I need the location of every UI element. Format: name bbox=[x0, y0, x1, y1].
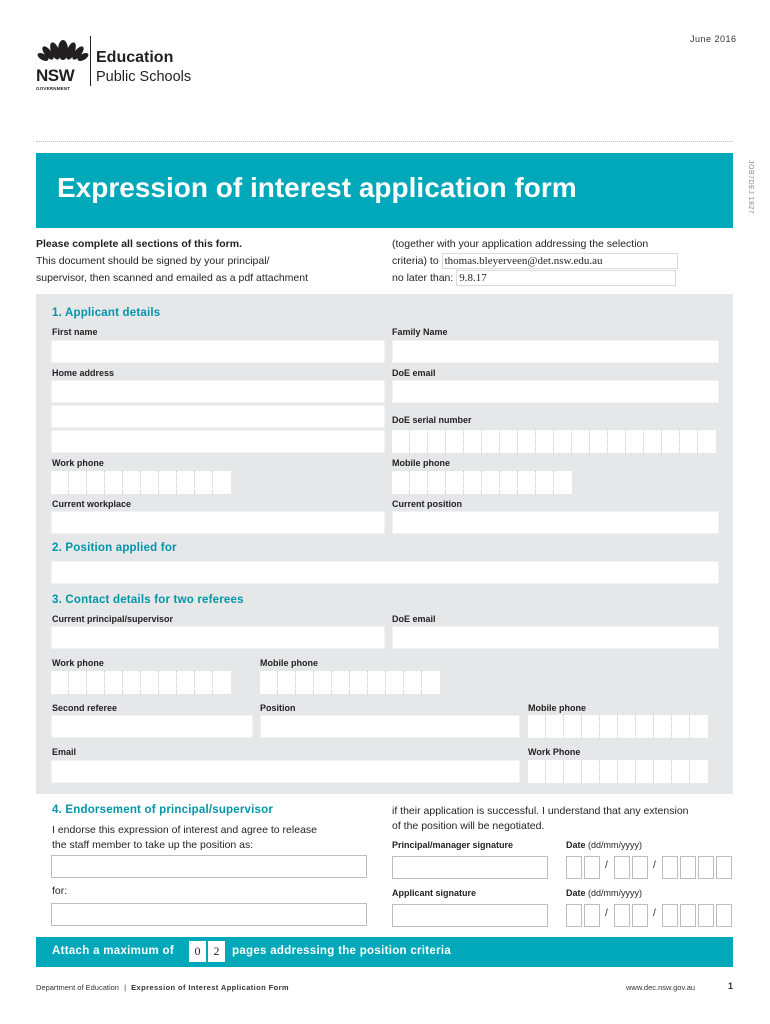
home-address-input-3[interactable] bbox=[51, 430, 385, 453]
doe-serial-input[interactable] bbox=[392, 430, 716, 453]
endorsement-right-text bbox=[392, 804, 689, 834]
applicant-date-d2[interactable] bbox=[584, 904, 600, 927]
section-4-title: 4. Endorsement of principal/supervisor bbox=[52, 804, 274, 816]
intro-right-line-2: criteria) to bbox=[392, 255, 439, 267]
referee-mobile-phone2-input[interactable] bbox=[528, 715, 708, 738]
home-address-input-2[interactable] bbox=[51, 405, 385, 428]
document-date: June 2016 bbox=[690, 34, 737, 44]
logo-divider bbox=[90, 36, 91, 86]
referee-work-phone-input[interactable] bbox=[51, 671, 231, 694]
endorsement-right-line-2: of the position will be negotiated. bbox=[392, 820, 545, 832]
date-slash: / bbox=[653, 908, 656, 919]
logo-education-text: Education bbox=[96, 49, 174, 66]
applicant-date-y2[interactable] bbox=[680, 904, 696, 927]
doe-email-input[interactable] bbox=[392, 380, 719, 403]
for-label: for: bbox=[52, 885, 68, 897]
footer-sep: | bbox=[124, 983, 127, 992]
header-divider bbox=[36, 141, 732, 142]
logo-nsw-text: NSW bbox=[36, 66, 75, 85]
principal-date-y4[interactable] bbox=[716, 856, 732, 879]
home-address-label: Home address bbox=[52, 368, 115, 378]
referee-work-phone2-input[interactable] bbox=[528, 760, 708, 783]
applicant-date-y1[interactable] bbox=[662, 904, 678, 927]
pages-digit-1[interactable]: 0 bbox=[189, 941, 206, 962]
principal-label: Current principal/supervisor bbox=[52, 614, 174, 624]
referee-email-label: Email bbox=[52, 747, 77, 757]
principal-date-y3[interactable] bbox=[698, 856, 714, 879]
intro-bold: Please complete all sections of this form. bbox=[36, 238, 242, 250]
endorsement-text bbox=[52, 823, 317, 853]
release-position-input[interactable] bbox=[51, 855, 367, 878]
date-label-text: Date bbox=[566, 840, 586, 850]
principal-date-m2[interactable] bbox=[632, 856, 648, 879]
second-referee-label: Second referee bbox=[52, 703, 118, 713]
date-label-text-2: Date bbox=[566, 888, 586, 898]
page-number: 1 bbox=[728, 981, 734, 991]
referee-mobile-phone2-label: Mobile phone bbox=[528, 703, 586, 713]
logo-public-schools-text: Public Schools bbox=[96, 69, 192, 85]
intro-right-line-1: (together with your application addressing the selection bbox=[392, 238, 649, 250]
section-1-title: 1. Applicant details bbox=[52, 307, 161, 319]
current-workplace-input[interactable] bbox=[51, 511, 385, 534]
principal-date-d2[interactable] bbox=[584, 856, 600, 879]
applicant-date-y4[interactable] bbox=[716, 904, 732, 927]
applicant-date-label bbox=[566, 888, 642, 898]
principal-input[interactable] bbox=[51, 626, 385, 649]
mobile-phone-input[interactable] bbox=[392, 471, 572, 494]
referee-position-label: Position bbox=[260, 703, 296, 713]
intro-instructions bbox=[36, 236, 376, 287]
first-name-label: First name bbox=[52, 327, 98, 337]
mobile-phone-label: Mobile phone bbox=[392, 458, 450, 468]
principal-date-label bbox=[566, 840, 642, 850]
home-address-input-1[interactable] bbox=[51, 380, 385, 403]
intro-line-3: supervisor, then scanned and emailed as a pdf attachment bbox=[36, 272, 309, 284]
referee-position-input[interactable] bbox=[260, 715, 520, 738]
section-3-title: 3. Contact details for two referees bbox=[52, 594, 244, 606]
current-workplace-label: Current workplace bbox=[52, 499, 132, 509]
date-format-text: (dd/mm/yyyy) bbox=[588, 840, 643, 850]
date-slash: / bbox=[653, 860, 656, 871]
pages-digit-2[interactable]: 2 bbox=[208, 941, 225, 962]
submission-email-field[interactable]: thomas.bleyerveen@det.nsw.edu.au bbox=[442, 253, 678, 269]
referee-mobile-phone-label: Mobile phone bbox=[260, 658, 318, 668]
endorsement-line-2: the staff member to take up the position as: bbox=[52, 839, 254, 851]
applicant-date-d1[interactable] bbox=[566, 904, 582, 927]
applicant-date-m2[interactable] bbox=[632, 904, 648, 927]
footer-dept: Department of Education bbox=[36, 983, 119, 992]
referee-work-phone2-label: Work Phone bbox=[528, 747, 581, 757]
waratah-icon bbox=[36, 32, 90, 62]
referee-doe-email-input[interactable] bbox=[392, 626, 719, 649]
date-format-text-2: (dd/mm/yyyy) bbox=[588, 888, 643, 898]
applicant-date-y3[interactable] bbox=[698, 904, 714, 927]
principal-date-m1[interactable] bbox=[614, 856, 630, 879]
principal-signature-input[interactable] bbox=[392, 856, 548, 879]
principal-date-d1[interactable] bbox=[566, 856, 582, 879]
principal-date-y2[interactable] bbox=[680, 856, 696, 879]
intro-submission bbox=[392, 236, 732, 287]
referee-work-phone-label: Work phone bbox=[52, 658, 104, 668]
first-name-input[interactable] bbox=[51, 340, 385, 363]
applicant-signature-label: Applicant signature bbox=[392, 888, 477, 898]
attach-prefix: Attach a maximum of bbox=[52, 945, 175, 957]
doe-email-label: DoE email bbox=[392, 368, 436, 378]
footer-form-name: Expression of Interest Application Form bbox=[131, 983, 289, 992]
position-applied-input[interactable] bbox=[51, 561, 719, 584]
family-name-input[interactable] bbox=[392, 340, 719, 363]
principal-signature-label: Principal/manager signature bbox=[392, 840, 514, 850]
logo-government-text: GOVERNMENT bbox=[36, 86, 71, 91]
applicant-signature-input[interactable] bbox=[392, 904, 548, 927]
for-input[interactable] bbox=[51, 903, 367, 926]
deadline-field[interactable]: 9.8.17 bbox=[456, 270, 676, 286]
applicant-date-m1[interactable] bbox=[614, 904, 630, 927]
current-position-label: Current position bbox=[392, 499, 462, 509]
footer-left bbox=[36, 983, 289, 992]
second-referee-input[interactable] bbox=[51, 715, 253, 738]
date-slash: / bbox=[605, 860, 608, 871]
date-slash: / bbox=[605, 908, 608, 919]
intro-line-2: This document should be signed by your principal/ bbox=[36, 255, 270, 267]
document-code: JOB7DEJ 1827 bbox=[747, 160, 754, 215]
endorsement-line-1: I endorse this expression of interest and agree to release bbox=[52, 824, 317, 836]
doe-serial-label: DoE serial number bbox=[392, 415, 472, 425]
principal-date-y1[interactable] bbox=[662, 856, 678, 879]
section-2-title: 2. Position applied for bbox=[52, 542, 177, 554]
referee-email-input[interactable] bbox=[51, 760, 520, 783]
attach-suffix: pages addressing the position criteria bbox=[232, 945, 452, 957]
footer-website: www.dec.nsw.gov.au bbox=[626, 983, 696, 992]
referee-doe-email-label: DoE email bbox=[392, 614, 436, 624]
nsw-government-logo bbox=[36, 32, 90, 91]
work-phone-label: Work phone bbox=[52, 458, 104, 468]
endorsement-right-line-1: if their application is successful. I understand that any extension bbox=[392, 805, 689, 817]
current-position-input[interactable] bbox=[392, 511, 719, 534]
referee-mobile-phone-input[interactable] bbox=[260, 671, 440, 694]
intro-right-line-3: no later than: bbox=[392, 272, 454, 284]
page-title: Expression of interest application form bbox=[57, 172, 577, 203]
family-name-label: Family Name bbox=[392, 327, 448, 337]
work-phone-input[interactable] bbox=[51, 471, 231, 494]
